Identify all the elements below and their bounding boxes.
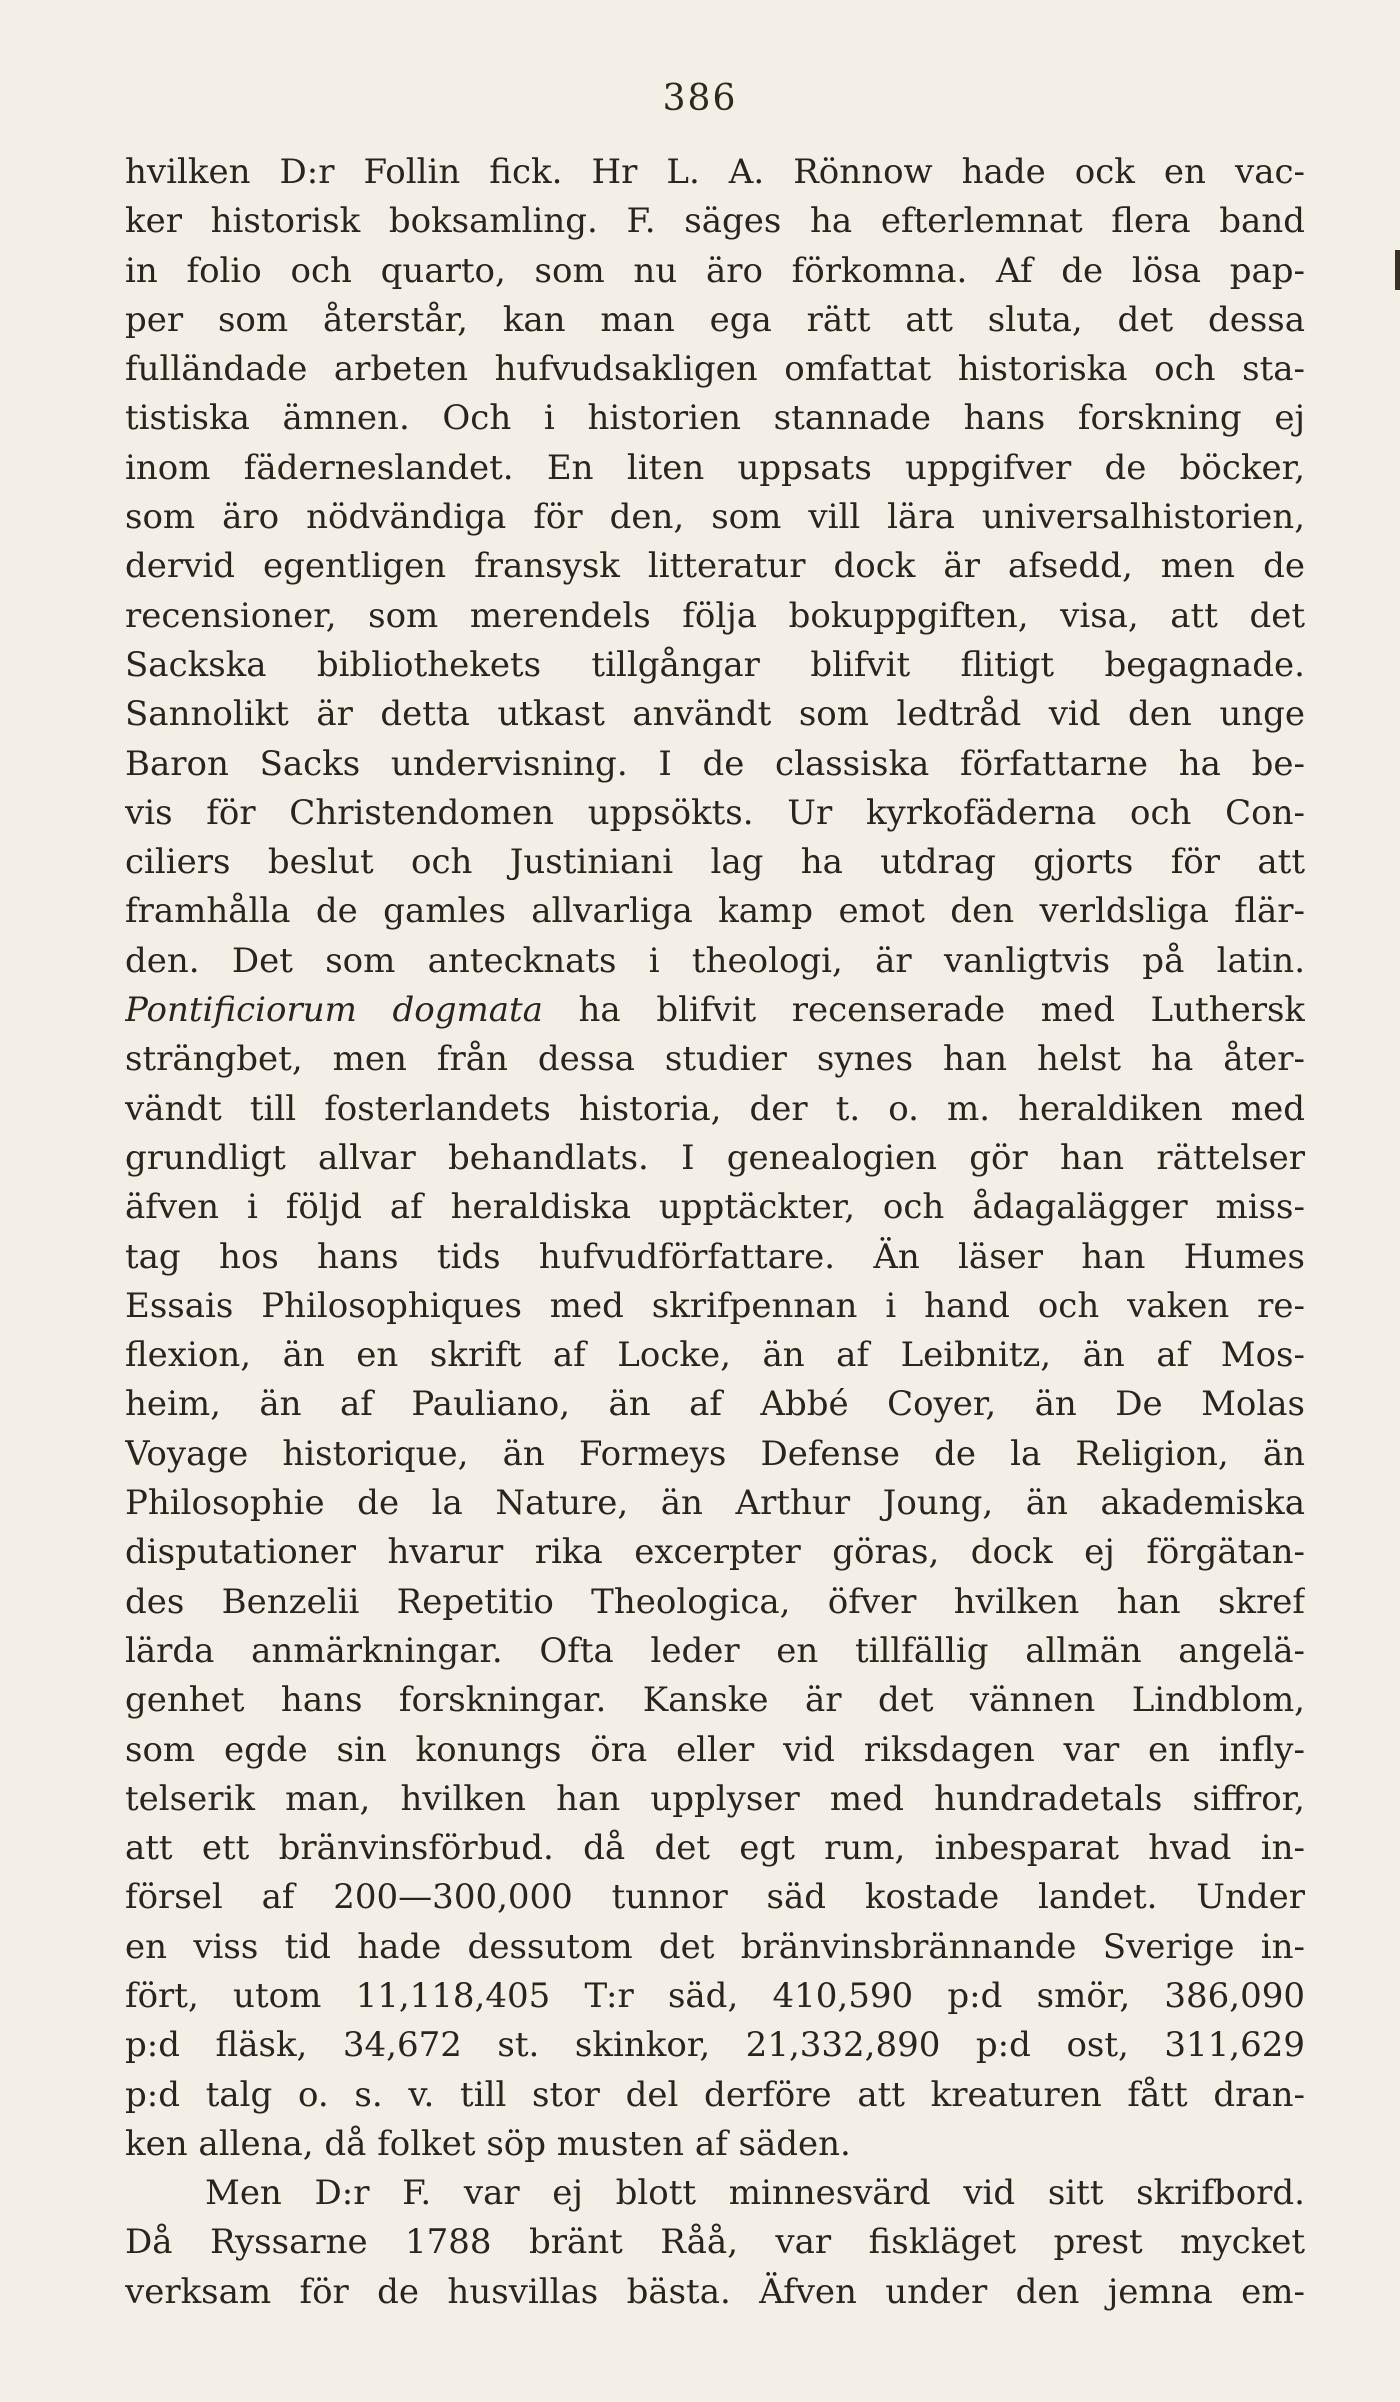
text-line: p:d talg o. s. v. till stor del derföre att kreaturen fått dran- <box>125 2074 1305 2115</box>
text-line: des Benzelii Repetitio Theologica, öfver hvilken han skref <box>125 1581 1305 1622</box>
text-line: heim, än af Pauliano, än af Abbé Coyer, än De Molas <box>125 1384 1305 1425</box>
text-line: fulländade arbeten hufvudsakligen omfattat historiska och sta- <box>125 349 1305 390</box>
text-line: hvilken D:r Follin fick. Hr L. A. Rönnow hade ock en vac- <box>125 152 1305 192</box>
text-line: fört, utom 11,118,405 T:r säd, 410,590 p:d smör, 386,090 <box>125 1975 1305 2016</box>
text-line-rest: ha blifvit recenserade med Luthersk <box>542 990 1305 1031</box>
text-line: försel af 200—300,000 tunnor säd kostade landet. Under <box>125 1877 1305 1918</box>
page-number: 386 <box>662 78 738 119</box>
text-line: inom fäderneslandet. En liten uppsats uppgifver de böcker, <box>125 447 1305 488</box>
text-line: Voyage historique, än Formeys Defense de la Religion, än <box>125 1433 1305 1474</box>
text-line: Sannolikt är detta utkast användt som ledtråd vid den unge <box>125 694 1305 735</box>
text-line: ciliers beslut och Justiniani lag ha utdrag gjorts för att <box>125 842 1305 883</box>
text-line: som äro nödvändiga för den, som vill lära universalhistorien, <box>125 497 1305 538</box>
text-line: vändt till fosterlandets historia, der t. o. m. heraldiken med <box>125 1088 1305 1129</box>
text-line: tistiska ämnen. Och i historien stannade hans forskning ej <box>125 398 1305 439</box>
text-line: som egde sin konungs öra eller vid riksdagen var en infly- <box>125 1729 1305 1770</box>
text-line: Då Ryssarne 1788 bränt Råå, var fiskläget prest mycket <box>125 2222 1305 2263</box>
text-line: ken allena, då folket söp musten af säden. <box>125 2123 851 2164</box>
text-line: ker historisk boksamling. F. säges ha efterlemnat flera band <box>125 201 1305 242</box>
text-line: att ett bränvinsförbud. då det egt rum, inbesparat hvad in- <box>125 1828 1305 1869</box>
text-line: verksam för de husvillas bästa. Äfven under den jemna em- <box>125 2271 1305 2312</box>
text-line: framhålla de gamles allvarliga kamp emot den verldsliga flär- <box>125 891 1305 932</box>
text-line: in folio och quarto, som nu äro förkomna. Af de lösa pap- <box>125 250 1305 291</box>
text-line: recensioner, som merendels följa bokuppgiften, visa, att det <box>125 595 1305 636</box>
text-line: grundligt allvar behandlats. I genealogien gör han rättelser <box>125 1137 1305 1178</box>
text-line: Men D:r F. var ej blott minnesvärd vid sitt skrifbord. <box>205 2173 1305 2214</box>
text-line: vis för Christendomen uppsökts. Ur kyrkofäderna och Con- <box>125 792 1305 833</box>
text-line: disputationer hvarur rika excerpter göras, dock ej förgätan- <box>125 1532 1305 1573</box>
text-line: Sackska bibliothekets tillgångar blifvit flitigt begagnade. <box>125 644 1305 685</box>
page-edge-mark <box>1395 250 1400 290</box>
italic-title: Pontificiorum dogmata <box>125 990 543 1031</box>
text-line: genhet hans forskningar. Kanske är det vännen Lindblom, <box>125 1680 1305 1721</box>
text-line: tag hos hans tids hufvudförfattare. Än läser han Humes <box>125 1236 1305 1277</box>
text-line: Essais Philosophiques med skrifpennan i hand och vaken re- <box>125 1285 1305 1326</box>
body-text <box>125 148 1305 2317</box>
text-line: Philosophie de la Nature, än Arthur Joung, än akademiska <box>125 1483 1305 1524</box>
text-line-italic-lead <box>125 986 1305 1035</box>
text-line: lärda anmärkningar. Ofta leder en tillfällig allmän angelä- <box>125 1630 1305 1671</box>
paragraph-2 <box>125 2169 1305 2317</box>
text-line: telserik man, hvilken han upplyser med hundradetals siffror, <box>125 1778 1305 1819</box>
text-line: dervid egentligen fransysk litteratur dock är afsedd, men de <box>125 546 1305 587</box>
paragraph-1 <box>125 148 1305 2169</box>
text-line: flexion, än en skrift af Locke, än af Leibnitz, än af Mos- <box>125 1335 1305 1376</box>
text-line: en viss tid hade dessutom det bränvinsbrännande Sverige in- <box>125 1926 1305 1967</box>
text-line: den. Det som antecknats i theologi, är vanligtvis på latin. <box>125 940 1305 981</box>
text-line: äfven i följd af heraldiska upptäckter, och ådagalägger miss- <box>125 1187 1305 1228</box>
text-line: per som återstår, kan man ega rätt att sluta, det dessa <box>125 299 1305 340</box>
text-line: strängbet, men från dessa studier synes han helst ha åter- <box>125 1039 1305 1080</box>
text-line: Baron Sacks undervisning. I de classiska författarne ha be- <box>125 743 1305 784</box>
text-line: p:d fläsk, 34,672 st. skinkor, 21,332,890 p:d ost, 311,629 <box>125 2025 1305 2066</box>
